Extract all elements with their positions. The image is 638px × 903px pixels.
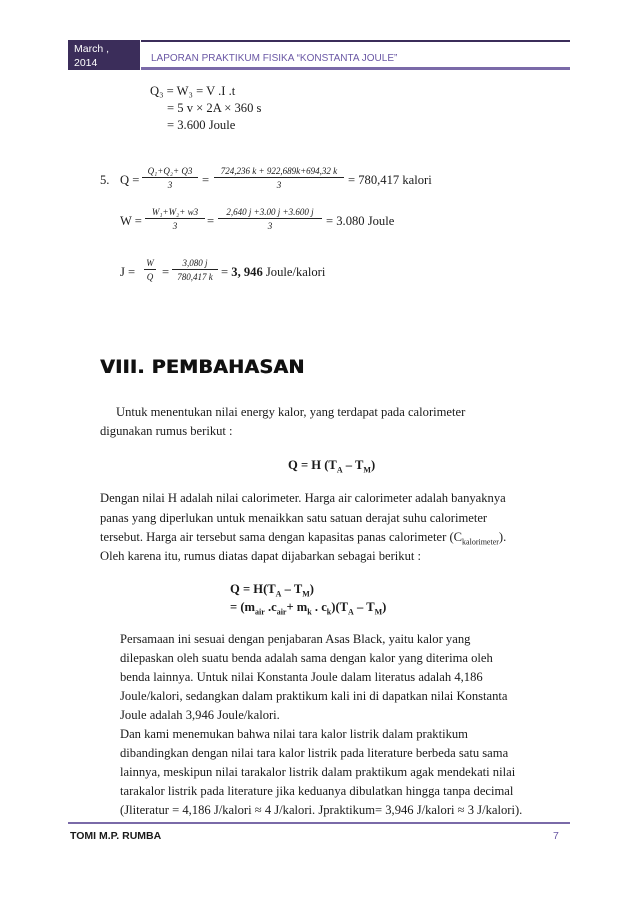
p3-line-10: (Jliteratur = 4,186 J/kalori ≈ 4 J/kalori. Jpraktikum= 3,946 J/kalori ≈ 3 J/kalori). <box>120 803 523 817</box>
w-label: W = <box>120 214 142 228</box>
formula-1-sub-m: M <box>363 465 371 475</box>
j-result-value: 3, 946 <box>231 265 263 279</box>
p3-line-3: benda lainnya. Untuk nilai Konstanta Joule dalam literatus adalah 4,186 <box>120 670 483 684</box>
w-fraction-1-den: 3 <box>172 221 178 231</box>
p2-line-1: Dengan nilai H adalah nilai calorimeter. Harga air calorimeter adalah banyaknya <box>100 491 506 505</box>
p3-line-2: dilepaskan oleh suatu benda adalah sama dengan kalor yang diterima oleh <box>120 651 493 665</box>
header-date-year: 2014 <box>74 57 98 69</box>
w-fraction-2-den: 3 <box>267 221 273 231</box>
f2-l2-d: . c <box>311 600 327 614</box>
p3-line-8: lainnya, meskipun nilai tarakalor listrik dalam praktikum agak mendekati nilai <box>120 765 516 779</box>
q3-line-2: = 5 v × 2A × 360 s <box>167 101 262 115</box>
formula-1-start: Q = H (T <box>288 458 337 472</box>
f2-l2-sub-tm: M <box>374 607 383 617</box>
p3-line-5: Joule adalah 3,946 Joule/kalori. <box>120 708 280 722</box>
item-number: 5. <box>100 173 110 187</box>
p2-line-2: panas yang diperlukan untuk menaikkan satu satuan derajat suhu calorimeter <box>100 511 488 525</box>
p3-line-4: Joule/kalori, sedangkan dalam praktikum kali ini di dapatkan nilai Konstanta <box>120 689 508 703</box>
f2-l1-start: Q = H(T <box>230 582 276 596</box>
q-fraction-2-den: 3 <box>276 180 282 190</box>
f2-l2-g: ) <box>382 600 387 614</box>
w-fraction-1-num: W₁+W₂+ w3 <box>145 207 205 219</box>
q-fraction-1-num: Q₁+Q₂+ Q3 <box>142 166 198 178</box>
p2-line-3-text: tersebut. Harga air tersebut sama dengan kapasitas panas calorimeter (C <box>100 530 463 544</box>
formula-1 <box>288 458 375 475</box>
f2-l2-sub-ta: A <box>348 607 354 617</box>
f2-l2-sub-air: air <box>255 607 265 617</box>
j-fraction-1-num: W <box>144 258 156 270</box>
w-result: = 3.080 Joule <box>326 214 395 228</box>
f2-l2-sub-k: k <box>307 607 312 617</box>
j-fraction-1-den: Q <box>146 272 154 282</box>
f2-l2-b: .c <box>264 600 277 614</box>
q-result: = 780,417 kalori <box>348 173 432 187</box>
p3-line-6: Dan kami menemukan bahwa nilai tara kalor listrik dalam praktikum <box>120 727 468 741</box>
p2-line-3-sub: kalorimeter <box>462 537 499 547</box>
f2-l2-sub-cair: air <box>276 607 287 617</box>
j-result-prefix: = <box>221 265 229 279</box>
j-label: J = <box>120 265 136 279</box>
footer-rule <box>68 822 570 824</box>
q3-line-3: = 3.600 Joule <box>167 118 236 132</box>
f2-l1-mid: – T <box>281 582 303 596</box>
formula-1-mid: – T <box>342 458 364 472</box>
f2-l2-c: + m <box>286 600 308 614</box>
formula-1-sub-a: A <box>336 465 343 475</box>
q-fraction-1 <box>142 166 198 190</box>
formula-2-line-2 <box>230 600 386 617</box>
f2-l1-end: ) <box>309 582 314 596</box>
p3-line-7: dibandingkan dengan nilai tara kalor listrik pada literature berbeda satu sama <box>120 746 509 760</box>
f2-l1-sub-a: A <box>275 589 282 599</box>
q-fraction-1-den: 3 <box>167 180 173 190</box>
section-heading: VIII. PEMBAHASAN <box>100 356 305 378</box>
w-fraction-2-num: 2,640 j +3.00 j +3.600 j <box>218 207 322 219</box>
f2-l2-sub-ck: k <box>326 607 332 617</box>
j-result-unit: Joule/kalori <box>265 265 326 279</box>
j-fraction-1 <box>144 258 156 282</box>
f2-l1-sub-m: M <box>302 589 310 599</box>
w-equals: = <box>207 214 215 228</box>
q-fraction-2-num: 724,236 k + 922,689k+694,32 k <box>214 166 344 178</box>
p2-line-3 <box>100 530 506 547</box>
footer-page-number: 7 <box>553 830 559 842</box>
q-label: Q = <box>120 173 140 187</box>
header-date <box>68 40 140 70</box>
footer-author: TOMI M.P. RUMBA <box>70 830 162 842</box>
p3-line-1: Persamaan ini sesuai dengan penjabaran Asas Black, yaitu kalor yang <box>120 632 471 646</box>
j-fraction-2-num: 3,080 j <box>172 258 218 270</box>
f2-l2-f: – T <box>353 600 375 614</box>
q3-line-1: Q₃ = W₃ = V .I .t <box>150 84 236 98</box>
q-equals: = <box>202 173 210 187</box>
intro-line-1: Untuk menentukan nilai energy kalor, yang terdapat pada calorimeter <box>116 405 466 419</box>
intro-line-2: digunakan rumus berikut : <box>100 424 233 438</box>
f2-l2-a: = (m <box>230 600 256 614</box>
p2-line-3-end: ). <box>498 530 507 544</box>
q-fraction-2 <box>214 166 344 190</box>
j-equals: = <box>162 265 170 279</box>
p3-line-9: tarakalor listrik pada literature jika keduanya dibulatkan hingga tanpa decimal <box>120 784 514 798</box>
j-fraction-2-den: 780,417 k <box>177 272 213 282</box>
j-result <box>221 265 325 280</box>
header-title: LAPORAN PRAKTIKUM FISIKA “KONSTANTA JOULE” <box>141 40 570 70</box>
p2-line-4: Oleh karena itu, rumus diatas dapat dijabarkan sebagai berikut : <box>100 549 422 563</box>
w-fraction-2 <box>218 207 322 231</box>
j-fraction-2 <box>172 258 218 282</box>
w-fraction-1 <box>145 207 205 231</box>
header-date-month: March , <box>74 43 110 55</box>
formula-1-end: ) <box>370 458 376 472</box>
formula-2-line-1 <box>230 582 314 599</box>
f2-l2-e: )(T <box>331 600 349 614</box>
